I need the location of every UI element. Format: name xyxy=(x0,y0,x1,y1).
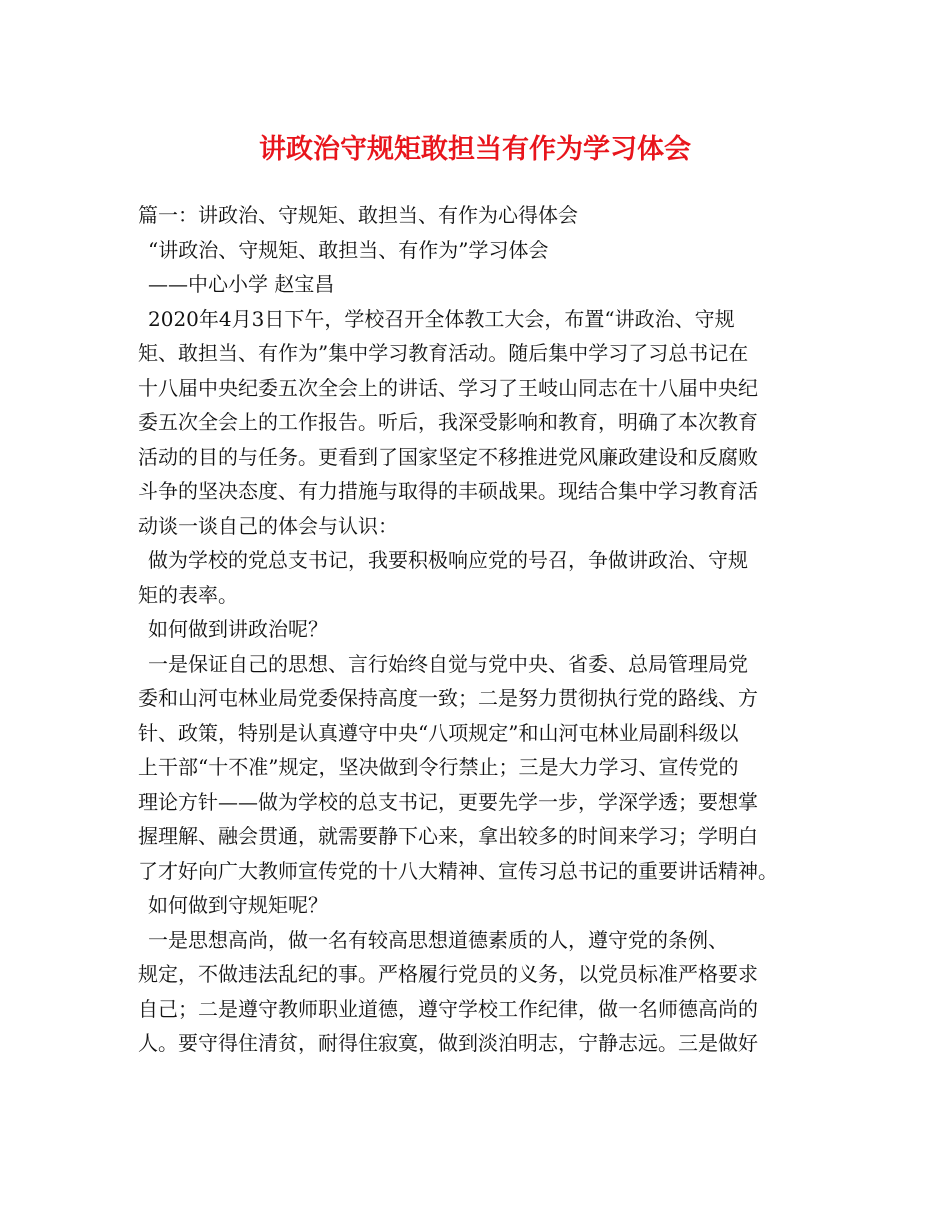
body-text-line: 理论方针——做为学校的总支书记，更要先学一步，学深学透；要想掌 xyxy=(138,789,758,814)
body-text-line: 握理解、融会贯通，就需要静下心来，拿出较多的时间来学习；学明白 xyxy=(138,824,758,848)
body-text-line: 2020年4月3日下午，学校召开全体教工大会，布置“讲政治、守规 xyxy=(148,306,735,331)
body-text-line: 上干部“十不准”规定，坚决做到令行禁止；三是大力学习、宣传党的 xyxy=(138,755,739,779)
body-text-line: 委和山河屯林业局党委保持高度一致；二是努力贯彻执行党的路线、方 xyxy=(138,686,758,710)
body-text-line: 委五次全会上的工作报告。听后，我深受影响和教育，明确了本次教育 xyxy=(138,410,758,434)
body-text-line: 十八届中央纪委五次全会上的讲话、学习了王岐山同志在十八届中央纪 xyxy=(138,375,758,400)
document-title: 讲政治守规矩敢担当有作为学习体会 xyxy=(259,134,691,165)
body-text-line: 活动的目的与任务。更看到了国家坚定不移推进党风廉政建设和反腐败 xyxy=(138,444,758,469)
body-text-line: 矩的表率。 xyxy=(138,582,238,607)
body-text-line: 一是保证自己的思想、言行始终自觉与党中央、省委、总局管理局党 xyxy=(148,651,748,676)
body-text-line: 斗争的坚决态度、有力措施与取得的丰硕战果。现结合集中学习教育活 xyxy=(138,479,758,503)
body-text-line: 如何做到守规矩呢？ xyxy=(148,893,328,917)
body-text-line: “讲政治、守规矩、敢担当、有作为”学习体会 xyxy=(148,237,549,262)
body-text-line: 如何做到讲政治呢？ xyxy=(148,617,328,641)
body-text-line: 自己；二是遵守教师职业道德，遵守学校工作纪律，做一名师德高尚的 xyxy=(138,996,758,1021)
body-text-line: 一是思想高尚，做一名有较高思想道德素质的人，遵守党的条例、 xyxy=(148,927,728,952)
body-text-line: ——中心小学 赵宝昌 xyxy=(148,272,335,296)
body-text-line: 矩、敢担当、有作为”集中学习教育活动。随后集中学习了习总书记在 xyxy=(138,341,749,365)
body-text-line: 了才好向广大教师宣传党的十八大精神、宣传习总书记的重要讲话精神。 xyxy=(138,858,778,883)
body-text-line: 动谈一谈自己的体会与认识： xyxy=(138,513,398,538)
body-text-line: 篇一：讲政治、守规矩、敢担当、有作为心得体会 xyxy=(138,203,578,227)
body-text-line: 人。要守得住清贫，耐得住寂寞，做到淡泊明志，宁静志远。三是做好 xyxy=(138,1031,758,1055)
body-text-line: 针、政策，特别是认真遵守中央“八项规定”和山河屯林业局副科级以 xyxy=(138,720,739,745)
document-body xyxy=(138,198,818,1061)
body-text-line: 规定，不做违法乱纪的事。严格履行党员的义务，以党员标准严格要求 xyxy=(138,962,758,986)
body-text-line: 做为学校的党总支书记，我要积极响应党的号召，争做讲政治、守规 xyxy=(148,548,748,572)
